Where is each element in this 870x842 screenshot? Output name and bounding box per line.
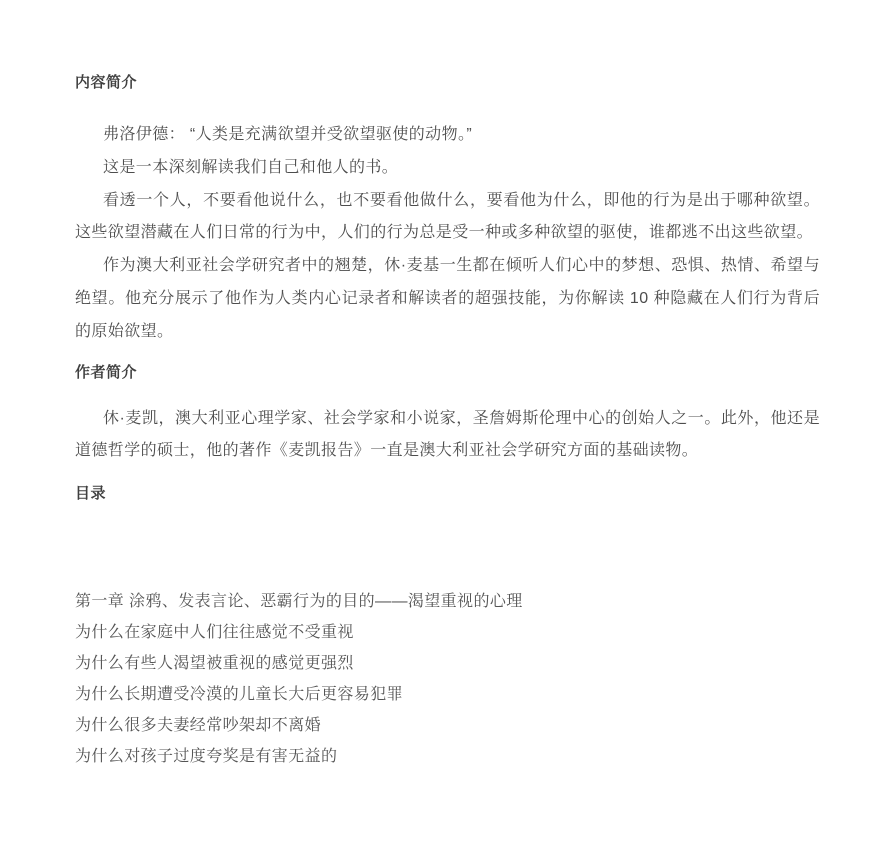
intro-paragraph-quote: 弗洛伊德： “人类是充满欲望并受欲望驱使的动物。” <box>103 126 473 143</box>
toc-entry-chapter-1: 第一章 涂鸦、发表言论、恶霸行为的目的——渴望重视的心理 <box>75 593 523 611</box>
section-heading-toc: 目录 <box>75 485 107 503</box>
toc-entry: 为什么长期遭受冷漠的儿童长大后更容易犯罪 <box>75 686 404 704</box>
author-paragraph: 休·麦凯，澳大利亚心理学家、社会学家和小说家，圣詹姆斯伦理中心的创始人之一。此外，他还是道德哲学的硕士，他的著作《麦凯报告》一直是澳大利亚社会学研究方面的基础读物。 <box>75 409 820 460</box>
toc-entry: 为什么很多夫妻经常吵架却不离婚 <box>75 717 322 735</box>
section-heading-content-intro: 内容简介 <box>75 74 138 91</box>
intro-paragraph-desire: 看透一个人，不要看他说什么，也不要看他做什么，要看他为什么，即他的行为是出于哪种欲望。这些欲望潜藏在人们日常的行为中，人们的行为总是受一种或多种欲望的驱使，谁都逃不出这些欲望。 <box>75 191 820 242</box>
toc-entry: 为什么在家庭中人们往往感觉不受重视 <box>75 624 354 642</box>
toc-entry: 为什么有些人渴望被重视的感觉更强烈 <box>75 655 354 673</box>
intro-paragraph-book: 这是一本深刻解读我们自己和他人的书。 <box>103 158 399 176</box>
section-heading-author-intro: 作者简介 <box>75 363 138 381</box>
toc-list <box>75 586 820 772</box>
toc-entry: 为什么对孩子过度夸奖是有害无益的 <box>75 748 338 766</box>
intro-paragraph-author-skill: 作为澳大利亚社会学研究者中的翘楚，休·麦基一生都在倾听人们心中的梦想、恐惧、热情、希望与绝望。他充分展示了他作为人类内心记录者和解读者的超强技能，为你解读 10 种隐藏在人们行为背后的原始欲望。 <box>75 257 820 340</box>
